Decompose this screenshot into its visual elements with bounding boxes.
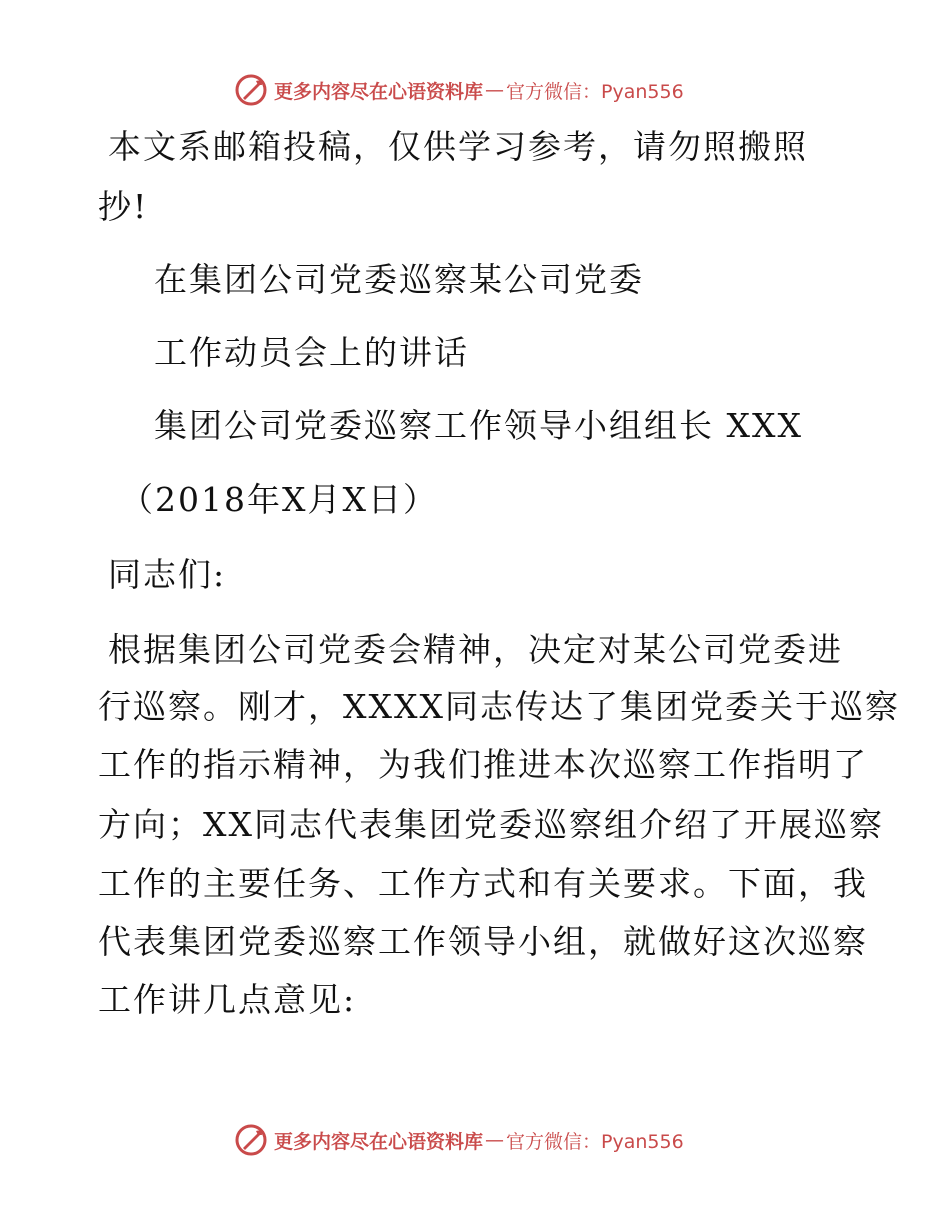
date-line: （2018年X月X日） xyxy=(120,480,438,519)
body-line-5: 工作的主要任务、工作方式和有关要求。下面，我 xyxy=(98,864,868,903)
watermark-sub-text: 官方微信：Pyan556 xyxy=(506,80,684,103)
notice-line-1: 本文系邮箱投稿，仅供学习参考，请勿照搬照 xyxy=(108,127,808,166)
body-line-2: 行巡察。刚才，XXXX同志传达了集团党委关于巡察 xyxy=(98,687,900,726)
watermark-main-text: 更多内容尽在心语资料库 xyxy=(274,80,484,103)
footer-watermark xyxy=(234,1120,754,1160)
quill-logo-icon xyxy=(234,73,268,107)
quill-logo-icon xyxy=(234,1123,268,1157)
body-line-1: 根据集团公司党委会精神，决定对某公司党委进 xyxy=(108,630,843,669)
title-line-1: 在集团公司党委巡察某公司党委 xyxy=(154,260,644,299)
body-line-6: 代表集团党委巡察工作领导小组，就做好这次巡察 xyxy=(98,922,868,961)
header-watermark xyxy=(234,70,754,110)
watermark-sub-text: 官方微信：Pyan556 xyxy=(506,1130,684,1153)
watermark-dash: — xyxy=(485,1129,505,1151)
body-line-4: 方向；XX同志代表集团党委巡察组介绍了开展巡察 xyxy=(98,805,884,844)
title-line-2: 工作动员会上的讲话 xyxy=(154,333,469,372)
body-line-3: 工作的指示精神，为我们推进本次巡察工作指明了 xyxy=(98,745,868,784)
watermark-main-text: 更多内容尽在心语资料库 xyxy=(274,1130,484,1153)
watermark-dash: — xyxy=(485,79,505,101)
greeting-line: 同志们: xyxy=(108,555,227,594)
speaker-line: 集团公司党委巡察工作领导小组组长 XXX xyxy=(154,406,803,445)
body-line-7: 工作讲几点意见: xyxy=(98,980,357,1019)
notice-line-2: 抄! xyxy=(98,187,149,226)
